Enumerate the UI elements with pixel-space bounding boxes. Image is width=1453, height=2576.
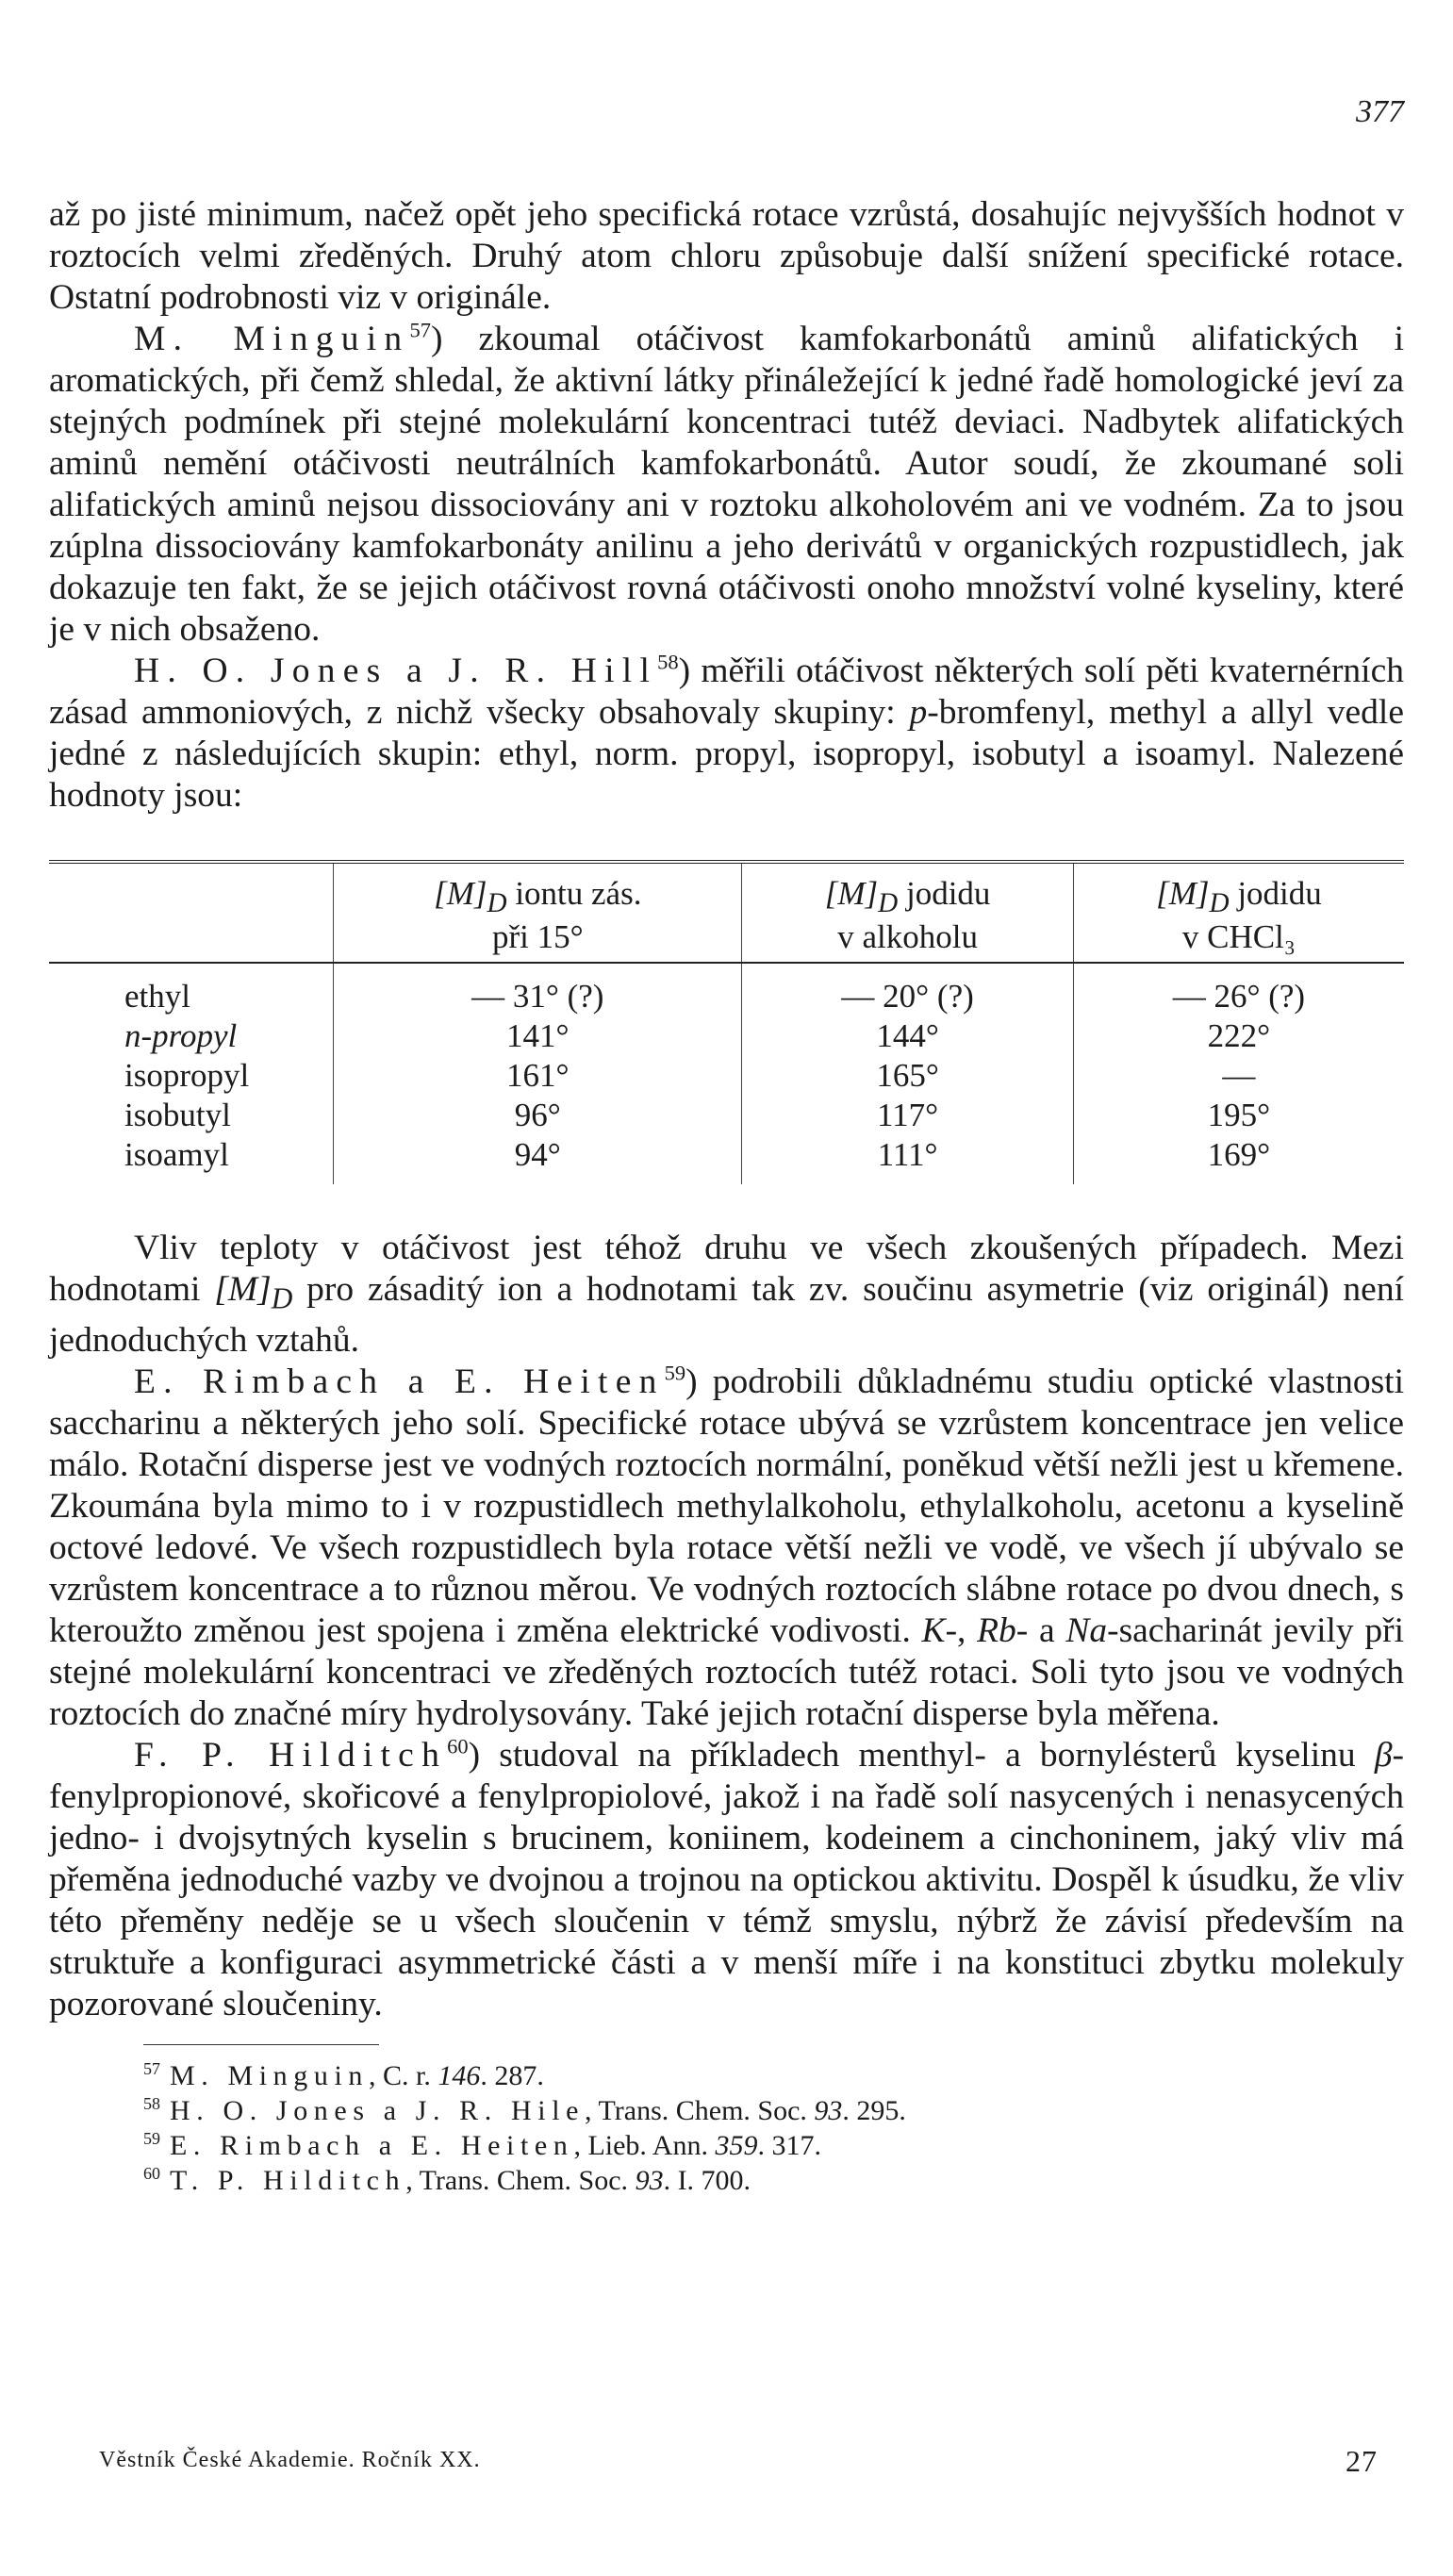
table-row: n-propyl 141° 144° 222°	[49, 1016, 1404, 1056]
rotation-table	[49, 860, 1404, 1184]
author-hilditch: F. P. Hilditch	[134, 1735, 448, 1775]
table-header-blank	[49, 862, 334, 963]
intro-paragraph: až po jisté minimum, načež opět jeho specifická rotace vzrůstá, dosahujíc nejvyšších hodnot v roztocích velmi zředěných. Druhý atom chloru způsobuje další snížení specifické rotace. Ostatní podrobnosti viz v originále.	[49, 195, 1404, 317]
article-body	[49, 194, 1404, 2198]
footnote-ref-59[interactable]: 59	[664, 1361, 686, 1384]
footnote-ref-60[interactable]: 60	[447, 1734, 469, 1758]
table-row: isopropyl 161° 165° —	[49, 1056, 1404, 1096]
table-header-row	[49, 862, 1404, 963]
table-header-alcohol: $[M]_D$ jodidu v alkoholu	[742, 862, 1074, 963]
minguin-paragraph: M. Minguin$^{57}$) zkoumal otáčivost kamfokarbonátů aminů alifatických i aromatických, při čemž shledal, že aktivní látky přináležející k jedné řadě homologické jeví za stejných podmínek při stejné molekulární koncentraci tutéž deviaci. Nadbytek alifatických aminů nemění otáčivosti neutrálních kamfokarbonátů. Autor soudí, že zkoumané soli alifatických aminů nejsou dissociovány ani v roztoku alkoholovém ani ve vodném. Za to jsou zúplna dissociovány kamfokarbonáty anilinu a jeho derivátů v organických rozpustidlech, jak dokazuje ten fakt, že se jejich otáčivost rovná otáčivosti onoho množství volné kyseliny, které je v nich obsaženo.	[49, 318, 1404, 649]
rotation-table-wrap	[49, 860, 1404, 1184]
footnote-59: $^{59}$ E. Rimbach a E. Heiten, Lieb. Ann. 359. 317.	[143, 2128, 821, 2161]
table-header-chcl3: $[M]_D$ jodidu v CHCl₃	[1073, 862, 1404, 963]
footnote-57: $^{57}$ M. Minguin, C. r. 146. 287.	[143, 2058, 544, 2091]
journal-title: Věstník České Akademie. Ročník XX.	[99, 2448, 481, 2472]
footnote-ref-58[interactable]: 58	[657, 650, 679, 674]
footnote-58: $^{58}$ H. O. Jones a J. R. Hile, Trans. Chem. Soc. 93. 295.	[143, 2093, 906, 2126]
table-row: isoamyl 94° 111° 169°	[49, 1135, 1404, 1184]
author-rimbach-heiten: E. Rimbach a E. Heiten	[134, 1362, 665, 1401]
vliv-paragraph: Vliv teploty v otáčivost jest téhož druhu ve všech zkoušených případech. Mezi hodnotami $[M]_D$ pro zásaditý ion a hodnotami tak zv. součinu asymetrie (viz originál) není jednoduchých vztahů.	[49, 1229, 1404, 1360]
footnote-ref-57[interactable]: 57	[409, 318, 431, 342]
footnotes	[49, 2058, 1404, 2198]
rimbach-paragraph: E. Rimbach a E. Heiten$^{59}$) podrobili důkladnému studiu optické vlastnosti saccharinu a některých jeho solí. Specifické rotace ubývá se vzrůstem koncentrace jen velice málo. Rotační disperse jest ve vodných roztocích normální, poněkud větší nežli jest u křemene. Zkoumána byla mimo to i v rozpustidlech methylalkoholu, ethylalkoholu, acetonu a kyselině octové ledové. Ve všech rozpustidlech byla rotace větší nežli ve vodě, ve všech jí ubývalo se vzrůstem koncentrace a to různou měrou. Ve vodných roztocích slábne rotace po dvou dnech, s kteroužto změnou jest spojena i změna elektrické vodivosti. K-, Rb- a Na-sacharinát jevily při stejné molekulární koncentraci ve zředěných roztocích tutéž rotaci. Soli tyto jsou ve vodných roztocích do značné míry hydrolysovány. Také jejich rotační disperse byla měřena.	[49, 1361, 1404, 1733]
page-footer	[99, 2444, 1396, 2478]
page-number: 377	[1356, 94, 1404, 129]
footnote-divider	[143, 2044, 379, 2045]
table-row: isobutyl 96° 117° 195°	[49, 1096, 1404, 1135]
hilditch-paragraph: F. P. Hilditch$^{60}$) studoval na příkladech menthyl- a bornylésterů kyselinu β-fenylpropionové, skořicové a fenylpropiolové, jakož i na řadě solí nasycených i nenasycených jedno- i dvojsytných kyselin s brucinem, koniinem, kodeinem a cinchoninem, jaký vliv má přeměna jednoduché vazby ve dvojnou a trojnou na optickou aktivitu. Dospěl k úsudku, že vliv této přeměny neděje se u všech sloučenin v témž smyslu, nýbrž že závisí především na struktuře a konfiguraci asymmetrické části a v menší míře i na konstituci zbytku molekuly pozorované sloučeniny.	[49, 1734, 1404, 2023]
jones-paragraph: H. O. Jones a J. R. Hill$^{58}$) měřili otáčivost některých solí pěti kvaternérních zásad ammoniových, z nichž všecky obsahovaly skupiny: p-bromfenyl, methyl a allyl vedle jedné z následujících skupin: ethyl, norm. propyl, isopropyl, isobutyl a isoamyl. Nalezené hodnoty jsou:	[49, 650, 1404, 815]
table-row: ethyl — 31° (?) — 20° (?) — 26° (?)	[49, 963, 1404, 1016]
footnote-60: $^{60}$ T. P. Hilditch, Trans. Chem. Soc. 93. I. 700.	[143, 2163, 751, 2196]
table-header-ion: $[M]_D$ iontu zás. při 15°	[334, 862, 742, 963]
signature-mark: 27	[1346, 2444, 1378, 2478]
author-jones-hill: H. O. Jones a J. R. Hill	[134, 652, 658, 690]
author-minguin: M. Minguin	[134, 320, 410, 358]
